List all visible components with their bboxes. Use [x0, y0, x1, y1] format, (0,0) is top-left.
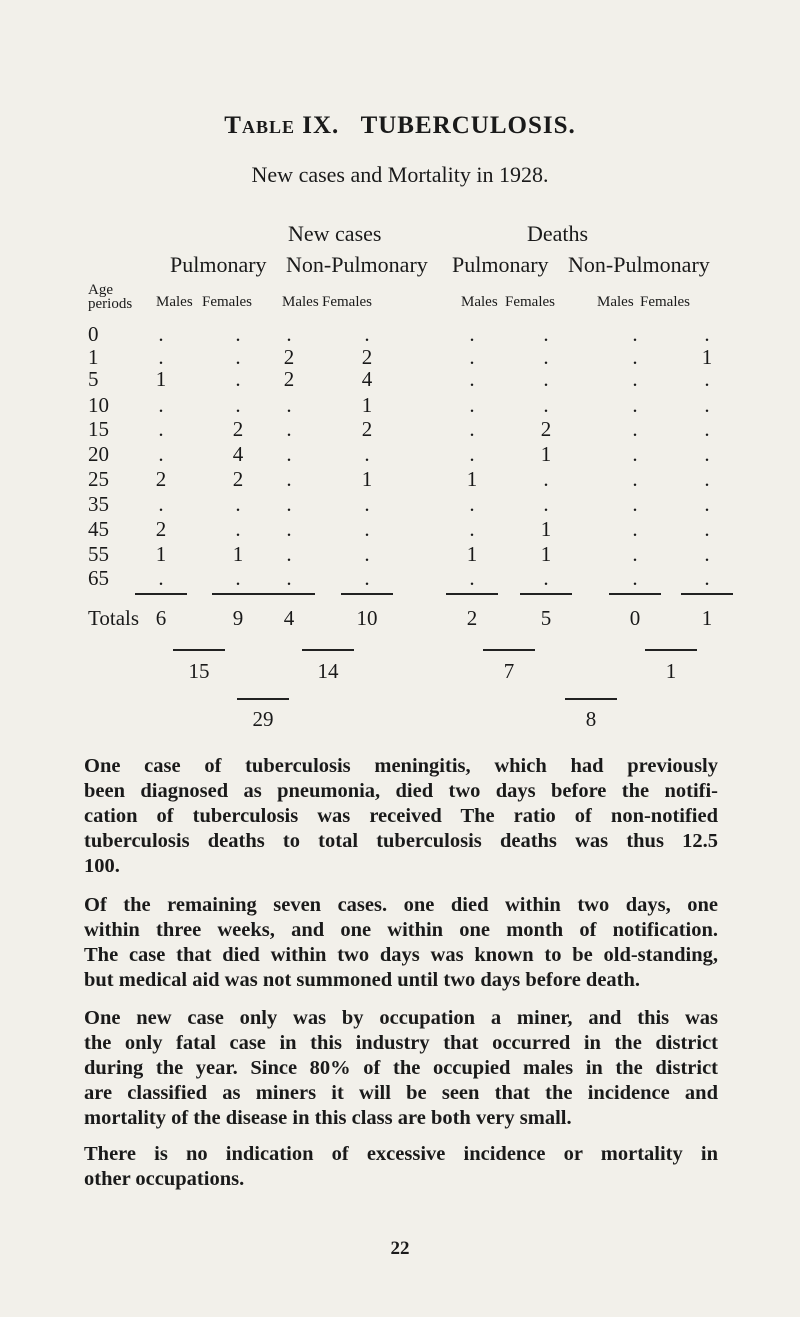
subtotal-cell: 14 — [317, 659, 339, 683]
age-period-cell: 20 — [88, 442, 109, 466]
data-cell: 1 — [701, 345, 713, 369]
total-rule — [212, 593, 264, 595]
data-cell: 1 — [540, 517, 552, 541]
data-cell: . — [364, 322, 370, 346]
data-cell: 2 — [540, 417, 552, 441]
data-cell: . — [286, 542, 292, 566]
grand-total-cell: 29 — [252, 707, 274, 731]
data-cell: . — [158, 442, 164, 466]
column-header: Females — [322, 294, 372, 310]
age-period-cell: 45 — [88, 517, 109, 541]
data-cell: . — [286, 442, 292, 466]
grand-total-rule — [237, 698, 289, 700]
data-cell: . — [286, 417, 292, 441]
total-rule — [446, 593, 498, 595]
data-cell: . — [704, 442, 710, 466]
header-new-cases: New cases — [288, 221, 382, 246]
data-cell: . — [543, 367, 549, 391]
total-cell: 2 — [466, 606, 478, 630]
data-cell: . — [158, 566, 164, 590]
data-cell: . — [286, 492, 292, 516]
total-cell: 9 — [232, 606, 244, 630]
data-cell: 2 — [361, 417, 373, 441]
data-cell: . — [235, 517, 241, 541]
total-cell: 6 — [155, 606, 167, 630]
data-cell: . — [286, 393, 292, 417]
data-cell: . — [632, 492, 638, 516]
data-cell: . — [704, 393, 710, 417]
grand-total-cell: 8 — [585, 707, 597, 731]
total-rule — [135, 593, 187, 595]
header-age: Age — [88, 282, 113, 298]
grand-total-rule — [565, 698, 617, 700]
column-header: Males — [156, 294, 193, 310]
table-title-subject: TUBERCULOSIS. — [360, 112, 576, 139]
paragraph — [84, 893, 718, 993]
data-cell: 1 — [466, 542, 478, 566]
header-non-pulmonary-new: Non-Pulmonary — [286, 252, 428, 277]
data-cell: 2 — [283, 345, 295, 369]
total-rule — [341, 593, 393, 595]
table-subtitle: New cases and Mortality in 1928. — [251, 162, 549, 187]
column-header: Males — [597, 294, 634, 310]
data-cell: . — [469, 517, 475, 541]
age-period-cell: 5 — [88, 367, 99, 391]
paragraph-line: within three weeks, and one within one month of notification. — [84, 919, 718, 941]
age-period-cell: 15 — [88, 417, 109, 441]
subtotal-rule — [483, 649, 535, 651]
data-cell: . — [543, 345, 549, 369]
data-cell: . — [286, 517, 292, 541]
data-cell: 1 — [361, 393, 373, 417]
data-cell: 2 — [283, 367, 295, 391]
data-cell: . — [364, 442, 370, 466]
data-cell: . — [469, 367, 475, 391]
data-cell: . — [235, 492, 241, 516]
subtotal-cell: 15 — [188, 659, 210, 683]
total-cell: 0 — [629, 606, 641, 630]
data-cell: . — [543, 393, 549, 417]
total-rule — [520, 593, 572, 595]
paragraph — [84, 1006, 718, 1131]
data-cell: 1 — [232, 542, 244, 566]
age-period-cell: 0 — [88, 322, 99, 346]
data-cell: . — [632, 322, 638, 346]
data-cell: 2 — [232, 467, 244, 491]
data-cell: . — [469, 345, 475, 369]
header-deaths: Deaths — [527, 221, 589, 246]
paragraph-line: but medical aid was not summoned until two days before death. — [84, 969, 641, 991]
total-cell: 5 — [540, 606, 552, 630]
header-pulmonary-new: Pulmonary — [170, 252, 267, 277]
paragraph-line: One case of tuberculosis meningitis, which had previously — [84, 755, 718, 777]
table-title-prefix: Table — [224, 112, 295, 139]
data-cell: . — [543, 467, 549, 491]
paragraph — [84, 1142, 718, 1192]
data-cell: . — [704, 492, 710, 516]
column-header: Males — [282, 294, 319, 310]
data-cell: . — [632, 566, 638, 590]
paragraph-line: cation of tuberculosis was received The ratio of non-notified — [84, 805, 718, 827]
totals-label: Totals — [88, 606, 140, 630]
data-cell: . — [704, 517, 710, 541]
table-title-number: IX. — [302, 112, 340, 139]
data-cell: 1 — [466, 467, 478, 491]
data-cell: 1 — [540, 442, 552, 466]
age-period-cell: 1 — [88, 345, 99, 369]
data-cell: 4 — [232, 442, 244, 466]
data-cell: . — [158, 492, 164, 516]
data-cell: 1 — [155, 367, 167, 391]
data-cell: . — [364, 517, 370, 541]
paragraph-line: There is no indication of excessive incidence or mortality in — [84, 1143, 718, 1165]
paragraph-line: tuberculosis deaths to total tuberculosis deaths was thus 12.5 — [84, 830, 718, 852]
page-number: 22 — [390, 1238, 410, 1259]
total-cell: 10 — [356, 606, 378, 630]
paragraph-line: the only fatal case in this industry that occurred in the district — [84, 1032, 718, 1054]
data-cell: . — [235, 566, 241, 590]
data-cell: . — [704, 566, 710, 590]
data-cell: 2 — [232, 417, 244, 441]
data-cell: . — [235, 393, 241, 417]
paragraph-line: been diagnosed as pneumonia, died two days before the notifi- — [84, 780, 718, 802]
paragraph-line: other occupations. — [84, 1168, 245, 1190]
column-header: Females — [640, 294, 690, 310]
data-cell: . — [469, 417, 475, 441]
header-non-pulmonary-deaths: Non-Pulmonary — [568, 252, 710, 277]
age-period-cell: 55 — [88, 542, 109, 566]
data-cell: . — [632, 542, 638, 566]
total-cell: 4 — [283, 606, 295, 630]
paragraph-line: One new case only was by occupation a miner, and this was — [84, 1007, 718, 1029]
total-rule — [263, 593, 315, 595]
data-cell: . — [364, 492, 370, 516]
data-cell: . — [469, 566, 475, 590]
data-cell: . — [632, 417, 638, 441]
data-cell: . — [286, 467, 292, 491]
paragraph-line: The case that died within two days was known to be old-standing, — [84, 944, 718, 966]
paragraph-line: are classified as miners it will be seen that the incidence and — [84, 1082, 718, 1104]
data-cell: . — [469, 322, 475, 346]
paragraph-line: mortality of the disease in this class are both very small. — [84, 1107, 572, 1129]
data-cell: . — [632, 517, 638, 541]
total-rule — [681, 593, 733, 595]
paragraph — [84, 754, 718, 879]
data-cell: . — [235, 345, 241, 369]
data-cell: . — [543, 322, 549, 346]
table-title — [0, 112, 800, 140]
data-cell: 2 — [155, 517, 167, 541]
age-period-cell: 65 — [88, 566, 109, 590]
data-cell: . — [632, 393, 638, 417]
data-cell: . — [704, 417, 710, 441]
age-period-cell: 25 — [88, 467, 109, 491]
data-cell: . — [543, 492, 549, 516]
data-cell: . — [364, 566, 370, 590]
data-cell: . — [158, 417, 164, 441]
data-cell: . — [158, 345, 164, 369]
total-rule — [609, 593, 661, 595]
age-period-cell: 35 — [88, 492, 109, 516]
data-cell: 1 — [155, 542, 167, 566]
data-cell: . — [235, 322, 241, 346]
data-cell: . — [469, 492, 475, 516]
data-cell: . — [632, 442, 638, 466]
column-header: Males — [461, 294, 498, 310]
data-cell: . — [286, 566, 292, 590]
subtotal-cell: 1 — [665, 659, 677, 683]
data-cell: . — [632, 467, 638, 491]
data-cell: . — [235, 367, 241, 391]
total-cell: 1 — [701, 606, 713, 630]
data-cell: 2 — [361, 345, 373, 369]
data-cell: . — [704, 542, 710, 566]
paragraph-line: 100. — [84, 855, 120, 877]
header-pulmonary-deaths: Pulmonary — [452, 252, 549, 277]
data-cell: 4 — [361, 367, 373, 391]
data-cell: 1 — [361, 467, 373, 491]
data-cell: . — [158, 393, 164, 417]
data-cell: . — [158, 322, 164, 346]
data-cell: . — [632, 345, 638, 369]
paragraph-line: Of the remaining seven cases. one died within two days, one — [84, 894, 718, 916]
data-cell: . — [704, 467, 710, 491]
subtotal-rule — [302, 649, 354, 651]
data-cell: . — [632, 367, 638, 391]
subtotal-rule — [173, 649, 225, 651]
data-cell: . — [543, 566, 549, 590]
data-cell: . — [469, 442, 475, 466]
paragraph-line: during the year. Since 80% of the occupied males in the district — [84, 1057, 718, 1079]
data-cell: . — [286, 322, 292, 346]
subtotal-cell: 7 — [503, 659, 515, 683]
column-header: Females — [505, 294, 555, 310]
data-cell: . — [704, 367, 710, 391]
data-cell: . — [704, 322, 710, 346]
column-header: Females — [202, 294, 252, 310]
data-cell: 1 — [540, 542, 552, 566]
data-cell: 2 — [155, 467, 167, 491]
header-age-periods: periods — [88, 296, 133, 312]
subtotal-rule — [645, 649, 697, 651]
age-period-cell: 10 — [88, 393, 109, 417]
data-cell: . — [364, 542, 370, 566]
data-cell: . — [469, 393, 475, 417]
